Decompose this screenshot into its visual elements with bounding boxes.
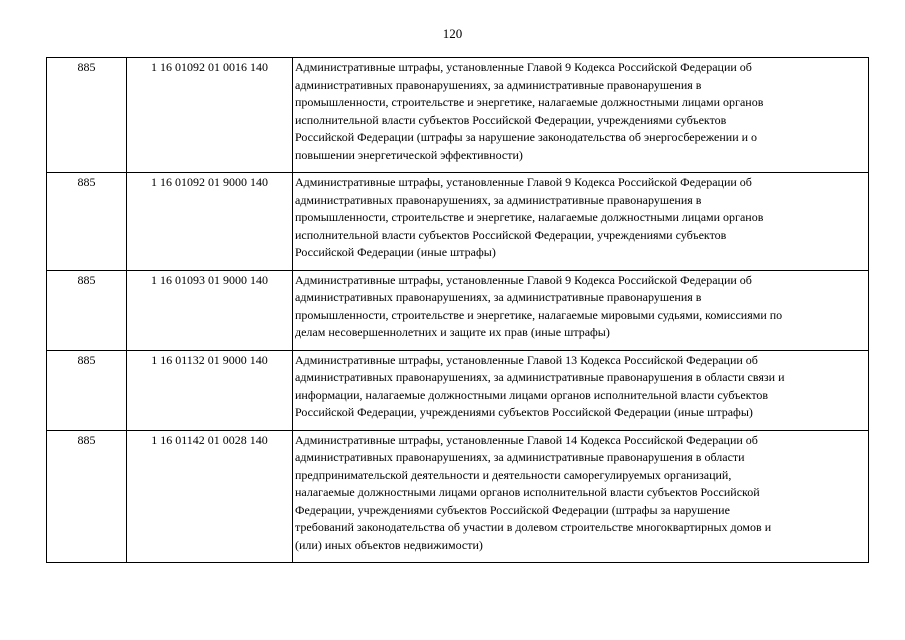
budget-code-cell: 1 16 01092 01 9000 140 bbox=[127, 173, 293, 271]
table-row bbox=[47, 350, 869, 430]
admin-code-cell: 885 bbox=[47, 430, 127, 563]
description-line: Административные штрафы, установленные Главой 9 Кодекса Российской Федерации об bbox=[295, 272, 752, 287]
budget-code-cell: 1 16 01092 01 0016 140 bbox=[127, 58, 293, 173]
admin-code-cell: 885 bbox=[47, 270, 127, 350]
table-body bbox=[47, 58, 869, 563]
admin-code-cell: 885 bbox=[47, 173, 127, 271]
description-line: требований законодательства об участии в долевом строительстве многоквартирных домов и bbox=[295, 520, 772, 534]
description-line: исполнительной власти субъектов Российской Федерации, учреждениями субъектов bbox=[295, 227, 727, 242]
budget-classification-table bbox=[46, 57, 869, 563]
description-line: Российской Федерации (иные штрафы) bbox=[295, 245, 496, 259]
description-line: предпринимательской деятельности и деятельности саморегулируемых организаций, bbox=[295, 467, 732, 482]
admin-code-cell: 885 bbox=[47, 58, 127, 173]
description-line: Административные штрафы, установленные Главой 9 Кодекса Российской Федерации об bbox=[295, 175, 752, 189]
admin-code-cell: 885 bbox=[47, 350, 127, 430]
description-line: промышленности, строительстве и энергетике, налагаемые мировыми судьями, комиссиями по bbox=[295, 307, 783, 322]
description-line: административных правонарушениях, за административные правонарушения в bbox=[295, 290, 702, 304]
description-line: Административные штрафы, установленные Главой 13 Кодекса Российской Федерации об bbox=[295, 352, 758, 367]
page-number: 120 bbox=[442, 26, 463, 41]
description-cell bbox=[293, 270, 869, 350]
budget-code-cell: 1 16 01142 01 0028 140 bbox=[127, 430, 293, 563]
description-line: промышленности, строительстве и энергетике, налагаемые должностными лицами органов bbox=[295, 95, 764, 109]
description-line: налагаемые должностными лицами органов исполнительной власти субъектов Российской bbox=[295, 485, 760, 499]
description-line: Административные штрафы, установленные Главой 14 Кодекса Российской Федерации об bbox=[295, 432, 758, 447]
description-cell bbox=[293, 430, 869, 563]
description-line: (или) иных объектов недвижимости) bbox=[295, 537, 483, 552]
table-row bbox=[47, 173, 869, 271]
budget-code-cell: 1 16 01093 01 9000 140 bbox=[127, 270, 293, 350]
description-line: Федерации, учреждениями субъектов Российской Федерации (штрафы за нарушение bbox=[295, 502, 730, 517]
description-line: повышении энергетической эффективности) bbox=[295, 147, 523, 162]
description-line: делам несовершеннолетних и защите их прав (иные штрафы) bbox=[295, 325, 610, 339]
description-line: Административные штрафы, установленные Главой 9 Кодекса Российской Федерации об bbox=[295, 60, 752, 74]
description-line: административных правонарушениях, за административные правонарушения в области bbox=[295, 450, 745, 464]
description-line: административных правонарушениях, за административные правонарушения в области связи и bbox=[295, 370, 785, 384]
description-line: информации, налагаемые должностными лицами органов исполнительной власти субъектов bbox=[295, 387, 769, 402]
description-cell bbox=[293, 173, 869, 271]
budget-code-cell: 1 16 01132 01 9000 140 bbox=[127, 350, 293, 430]
table-row bbox=[47, 430, 869, 563]
description-line: Российской Федерации, учреждениями субъектов Российской Федерации (иные штрафы) bbox=[295, 405, 753, 419]
description-cell bbox=[293, 58, 869, 173]
table-row bbox=[47, 58, 869, 173]
description-line: промышленности, строительстве и энергетике, налагаемые должностными лицами органов bbox=[295, 210, 764, 224]
table-row bbox=[47, 270, 869, 350]
description-line: административных правонарушениях, за административные правонарушения в bbox=[295, 192, 702, 207]
description-cell bbox=[293, 350, 869, 430]
description-line: Российской Федерации (штрафы за нарушение законодательства об энергосбережении и о bbox=[295, 130, 758, 144]
description-line: административных правонарушениях, за административные правонарушения в bbox=[295, 77, 702, 92]
description-line: исполнительной власти субъектов Российской Федерации, учреждениями субъектов bbox=[295, 112, 727, 127]
